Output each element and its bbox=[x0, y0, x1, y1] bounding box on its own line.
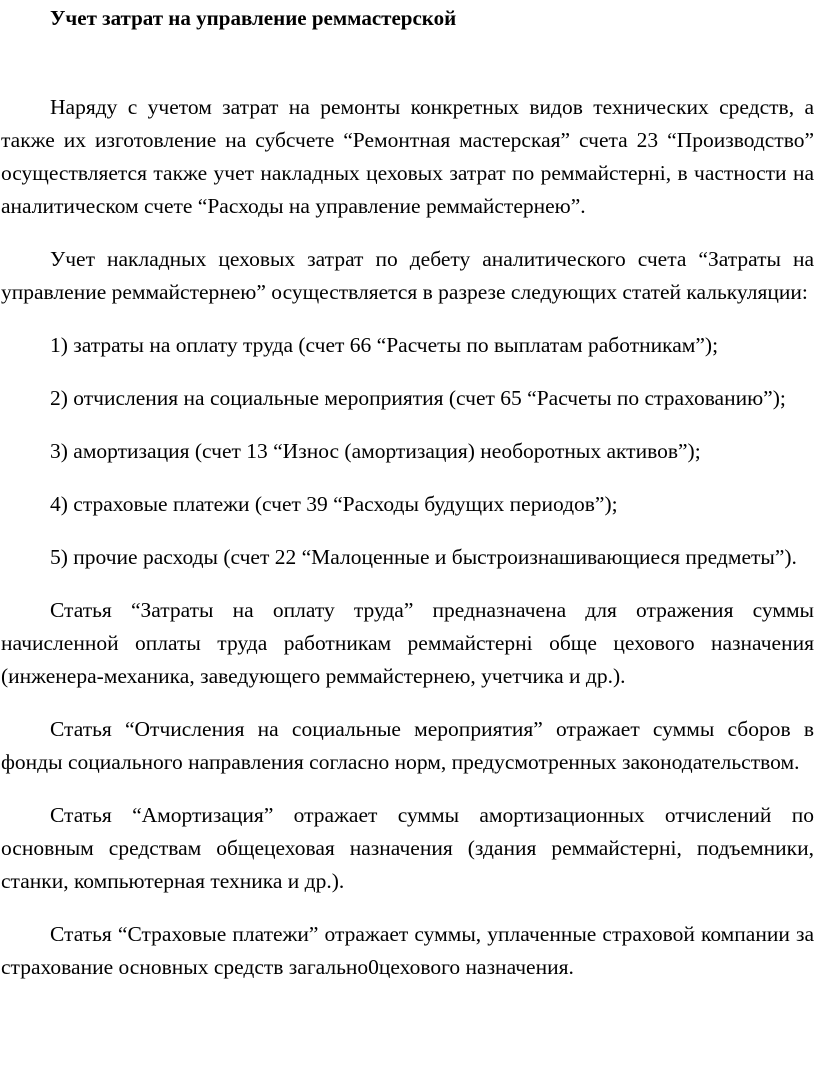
paragraph-depreciation-article: Статья “Амортизация” отражает суммы амортизационных отчислений по основным средствам общецеховая назначения (здания реммайстерні, подъемники, станки, компьютерная техника и др.). bbox=[1, 803, 814, 893]
list-item-depreciation: 3) амортизация (счет 13 “Износ (амортизация) необоротных активов”); bbox=[50, 439, 701, 463]
list-item-insurance: 4) страховые платежи (счет 39 “Расходы будущих периодов”); bbox=[50, 492, 618, 516]
list-item-labor-costs: 1) затраты на оплату труда (счет 66 “Расчеты по выплатам работникам”); bbox=[50, 333, 719, 357]
paragraph-labor-article: Статья “Затраты на оплату труда” предназначена для отражения суммы начисленной оплаты труда работникам реммайстерні обще цехового назначения (инженера-механика, заведующего реммайстернею, учетчика и др.). bbox=[1, 598, 814, 688]
document-title: Учет затрат на управление реммастерской bbox=[50, 6, 457, 30]
list-item-social-contributions: 2) отчисления на социальные мероприятия (счет 65 “Расчеты по страхованию”); bbox=[50, 386, 786, 410]
document-body bbox=[1, 91, 814, 1004]
paragraph-cost-items: Учет накладных цеховых затрат по дебету аналитического счета “Затраты на управление реммайстернею” осуществляется в разрезе следующих статей калькуляции: bbox=[1, 247, 814, 304]
paragraph-insurance-article: Статья “Страховые платежи” отражает суммы, уплаченные страховой компании за страхование основных средств загально0цехового назначения. bbox=[1, 922, 814, 979]
list-item-other-expenses: 5) прочие расходы (счет 22 “Малоценные и быстроизнашивающиеся предметы”). bbox=[50, 545, 797, 569]
paragraph-intro: Наряду с учетом затрат на ремонты конкретных видов технических средств, а также их изготовление на субсчете “Ремонтная мастерская” счета 23 “Производство” осуществляется также учет накладных цеховых затрат по реммайстерні, в частности на аналитическом счете “Расходы на управление реммайстернею”. bbox=[1, 95, 814, 218]
paragraph-social-article: Статья “Отчисления на социальные мероприятия” отражает суммы сборов в фонды социального направления согласно норм, предусмотренных законодательством. bbox=[1, 717, 814, 774]
